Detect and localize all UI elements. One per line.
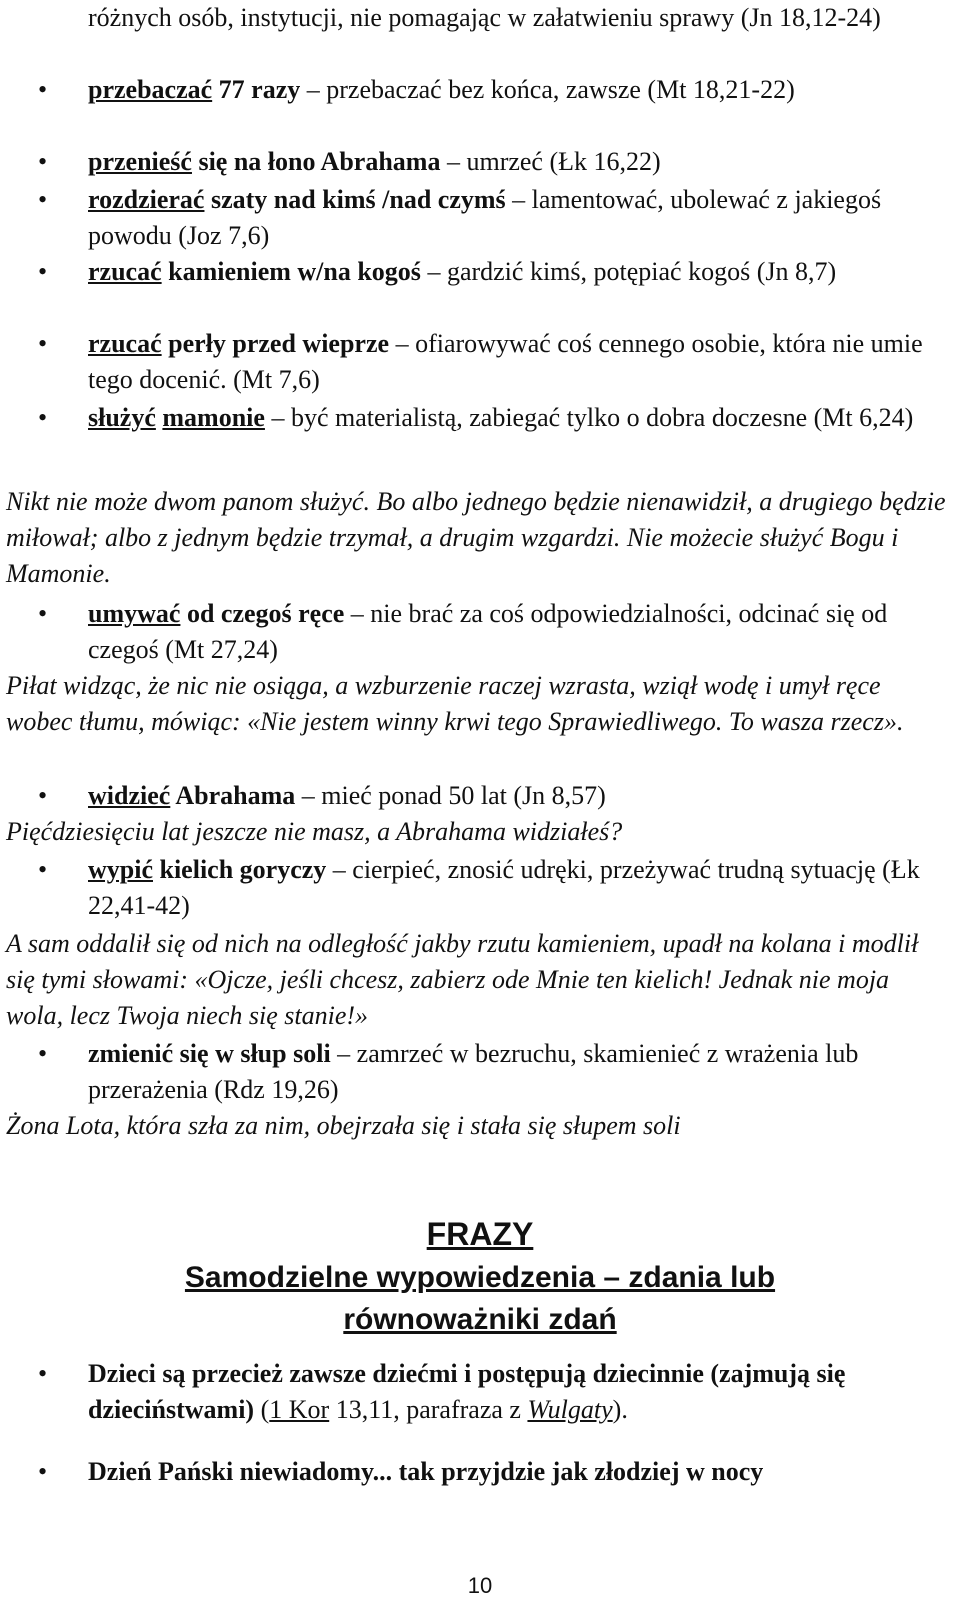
bible-quote: Piłat widząc, że nic nie osiąga, a wzburzenie raczej wzrasta, wziął wodę i umył ręce wobec tłumu, mówiąc: «Nie jestem winny krwi tego Sprawiedliwego. To wasza rzecz». [6, 671, 904, 736]
wulgata-link[interactable]: Wulgaty [527, 1395, 613, 1424]
bullet: • [38, 257, 48, 286]
list-item: • Dzień Pański niewiadomy... tak przyjdzie jak złodziej w nocy [0, 1454, 960, 1490]
list-item: • służyć mamonie – być materialistą, zabiegać tylko o dobra doczesne (Mt 6,24) [0, 400, 960, 472]
list-item: • wypić kielich goryczy – cierpieć, znosić udręki, przeżywać trudną sytuację (Łk 22,41-42) [0, 852, 960, 924]
bullet: • [38, 403, 48, 432]
section-heading: FRAZY [426, 1216, 534, 1252]
key-word: rzucać [88, 257, 162, 286]
bible-quote: Żona Lota, która szła za nim, obejrzała się i stała się słupem soli [6, 1111, 681, 1140]
bible-quote: A sam oddalił się od nich na odległość jakby rzutu kamieniem, upadł na kolana i modlił się tymi słowami: «Ojcze, jeśli chcesz, zabierz ode Mnie ten kielich! Jednak nie moja wola, lecz Twoja niech się stanie!» [6, 929, 919, 1030]
bible-quote: Nikt nie może dwom panom służyć. Bo albo jednego będzie nienawidził, a drugiego będzie miłował; albo z jednym będzie trzymał, a drugim wzgardzi. Nie możecie służyć Bogu i Mamonie. [6, 487, 946, 588]
bullet: • [38, 75, 48, 104]
section-subheading-cont: równoważniki zdań [343, 1303, 617, 1336]
list-item: • rozdzierać szaty nad kimś /nad czymś – lamentować, ubolewać z jakiegoś powodu (Joz 7,6) [0, 182, 960, 254]
list-item: • umywać od czegoś ręce – nie brać za coś odpowiedzialności, odcinać się od czegoś (Mt 27,24) [0, 596, 960, 668]
bullet: • [38, 329, 48, 358]
list-item: • przenieść się na łono Abrahama – umrzeć (Łk 16,22) [0, 144, 960, 180]
list-item: • rzucać kamieniem w/na kogoś – gardzić kimś, potępiać kogoś (Jn 8,7) [0, 254, 960, 326]
page-number: 10 [467, 1573, 493, 1598]
list-item: • rzucać perły przed wieprze – ofiarowywać coś cennego osobie, która nie umie tego docenić. (Mt 7,6) [0, 326, 960, 398]
bullet: • [38, 1359, 48, 1388]
reference-link[interactable]: 1 Kor [269, 1395, 330, 1424]
key-word: przenieść [88, 147, 192, 176]
bullet: • [38, 1039, 48, 1068]
key-word: wypić [88, 855, 153, 884]
bullet: • [38, 855, 48, 884]
list-item: • zmienić się w słup soli – zamrzeć w bezruchu, skamienieć z wrażenia lub przerażenia (Rdz 19,26) [0, 1036, 960, 1108]
list-item: • Dzieci są przecież zawsze dziećmi i postępują dziecinnie (zajmują się dzieciństwami) (1 Kor 13,11, parafraza z Wulgaty). [0, 1356, 960, 1428]
key-word: służyć [88, 403, 156, 432]
bullet: • [38, 599, 48, 628]
list-item: • przebaczać 77 razy – przebaczać bez końca, zawsze (Mt 18,21-22) [0, 72, 960, 144]
continuation-text: różnych osób, instytucji, nie pomagając w załatwieniu sprawy (Jn 18,12-24) [88, 3, 881, 32]
bullet: • [38, 1457, 48, 1486]
key-word: widzieć [88, 781, 171, 810]
list-item: • widzieć Abrahama – mieć ponad 50 lat (Jn 8,57) [0, 778, 960, 814]
key-word: rozdzierać [88, 185, 205, 214]
bullet: • [38, 185, 48, 214]
bullet: • [38, 781, 48, 810]
key-word: mamonie [162, 403, 265, 432]
key-word: umywać [88, 599, 181, 628]
bullet: • [38, 147, 48, 176]
bible-quote: Pięćdziesięciu lat jeszcze nie masz, a Abrahama widziałeś? [6, 817, 623, 846]
section-subheading: Samodzielne wypowiedzenia – zdania lub [184, 1261, 776, 1294]
key-word: przebaczać [88, 75, 213, 104]
key-word: rzucać [88, 329, 162, 358]
